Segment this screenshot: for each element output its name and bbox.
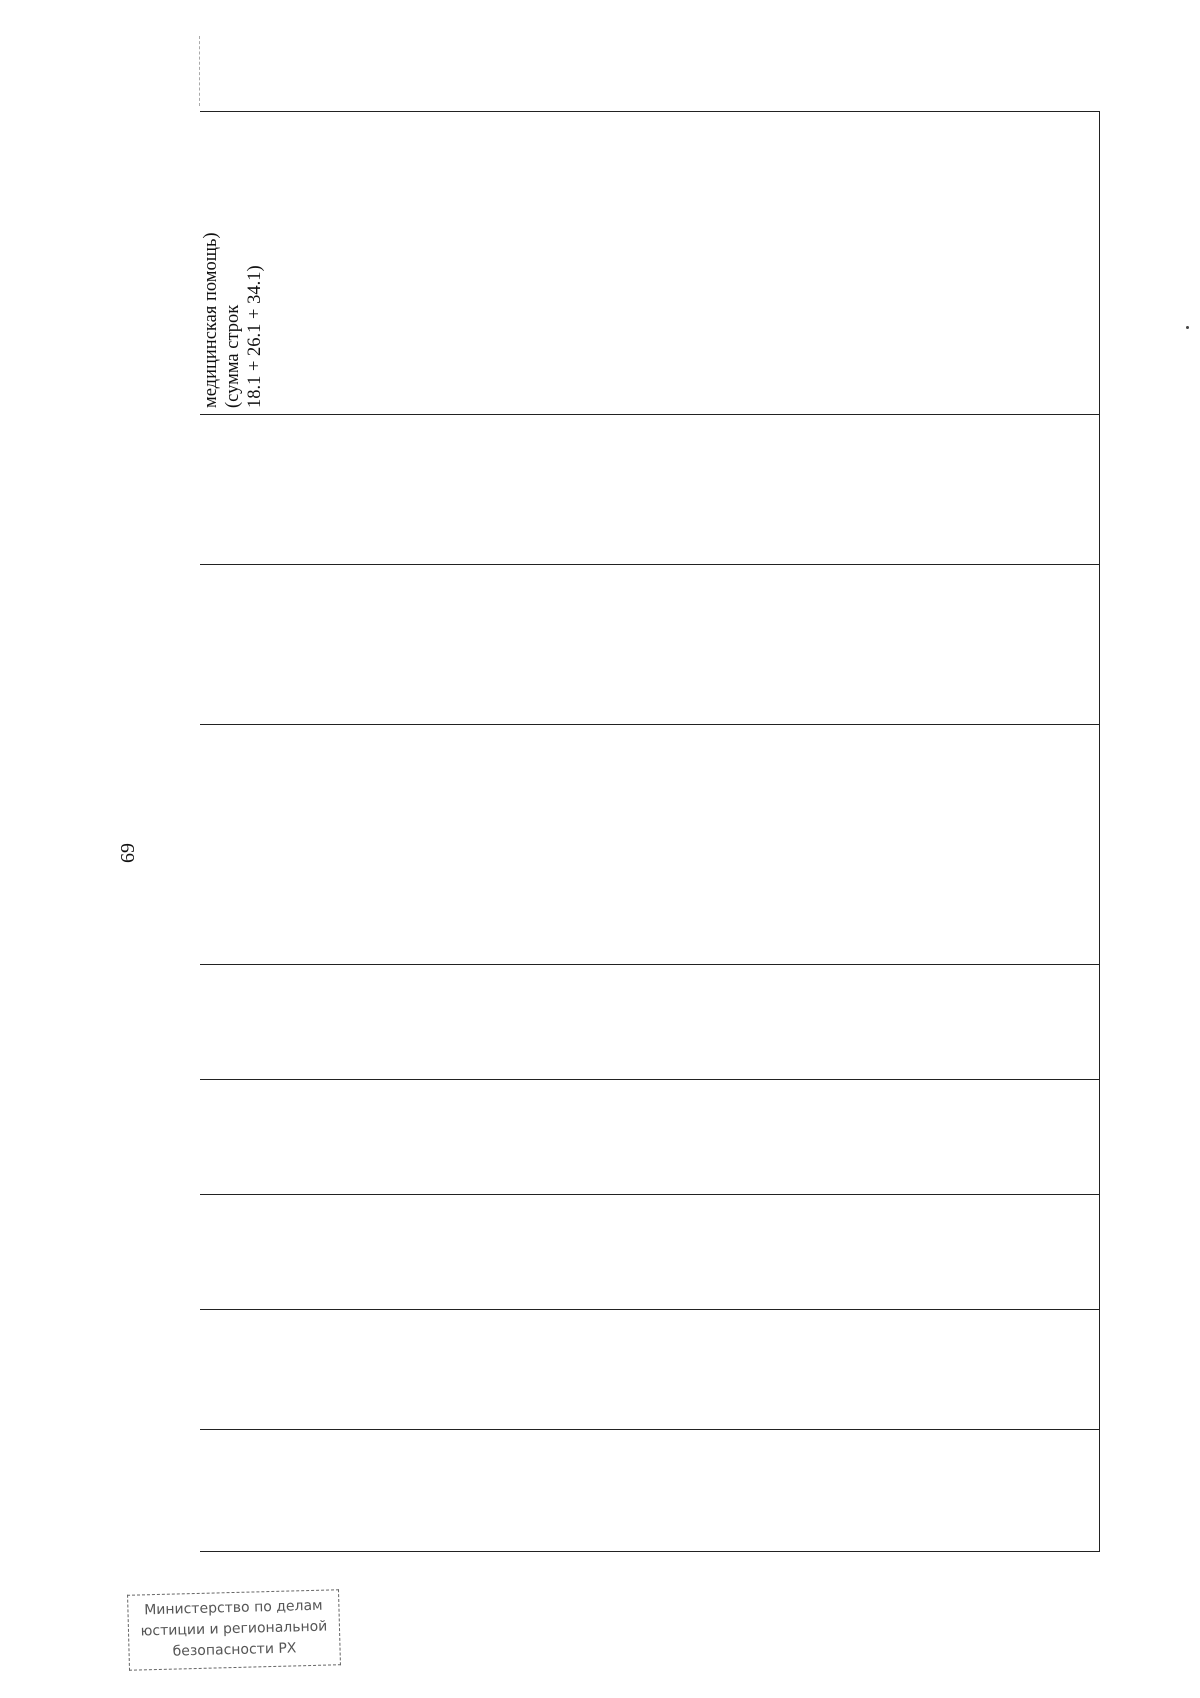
cell-c7 <box>200 1195 1100 1310</box>
page-number: 69 <box>117 843 139 863</box>
rotated-table-wrapper <box>200 112 1100 1552</box>
cell-c3 <box>200 565 1100 725</box>
cell-name: медицинская помощь) (сумма строк 18.1 + 26.1 + 34.1) <box>200 112 1100 415</box>
scan-margin-rule <box>199 36 200 106</box>
financing-table <box>200 111 1100 1552</box>
cell-c5 <box>200 965 1100 1080</box>
stamp-line: юстиции и региональной <box>140 1618 328 1640</box>
cell-c6 <box>200 1080 1100 1195</box>
cell-c8 <box>200 1310 1100 1430</box>
scan-speck <box>1186 326 1189 329</box>
stamp-line: безопасности РХ <box>172 1640 297 1660</box>
table-row <box>200 112 1100 1552</box>
cell-unit <box>200 415 1100 565</box>
ministry-stamp <box>127 1589 341 1671</box>
stamp-line: Министерство по делам <box>144 1597 323 1619</box>
cell-c4 <box>200 725 1100 965</box>
cell-c9 <box>200 1430 1100 1552</box>
